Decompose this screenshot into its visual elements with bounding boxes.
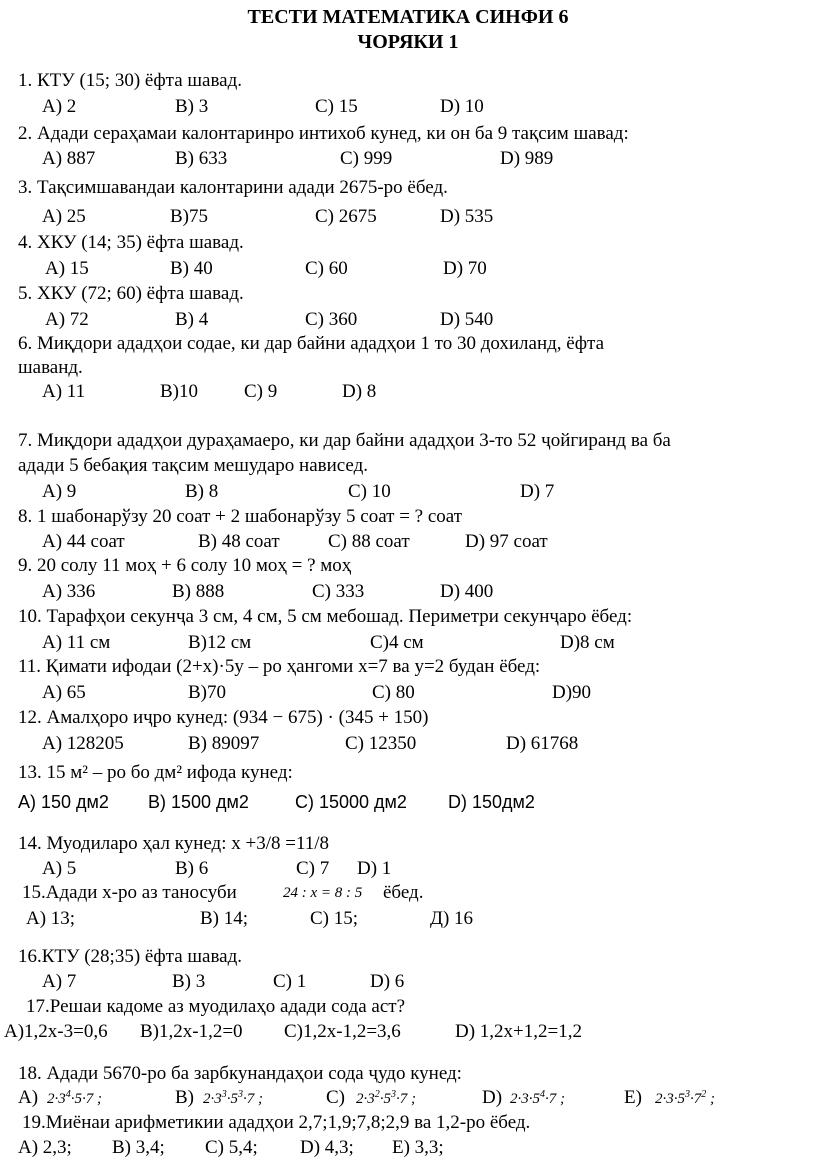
q17-option-b: B)1,2x-1,2=0 [140,1021,243,1042]
q15-option-a: A) 13; [26,908,76,929]
q6-option-b: B)10 [160,381,198,402]
q19-option-b: B) 3,4; [112,1137,165,1158]
q15-option-d: Д) 16 [430,908,474,929]
page-subtitle: ЧОРЯКИ 1 [357,31,459,53]
question-15: 15.Адади x-ро аз таносуби [22,882,237,903]
q18-option-b: B) [175,1087,194,1108]
q14-option-d: D) 1 [357,858,392,879]
q5-option-d: D) 540 [440,309,494,330]
q16-option-a: A) 7 [42,971,77,992]
q18-formula-d: $2\cdot 3\cdot 5^4\cdot 7$ ; [510,1089,565,1107]
question-14: 14. Муодиларо ҳал кунед: x +3/8 =11/8 [18,833,330,854]
q3-option-b: B)75 [170,206,208,227]
q9-option-b: B) 888 [172,581,225,602]
q3-option-a: A) 25 [42,206,86,227]
q16-option-c: C) 1 [273,971,307,992]
q18-formula-b: $2\cdot 3^3\cdot 5^3\cdot 7$ ; [203,1089,263,1107]
q11-option-d: D)90 [552,682,592,703]
q11-option-b: B)70 [188,682,226,703]
q7-option-b: B) 8 [185,481,219,502]
q10-option-d: D)8 см [560,632,615,653]
q10-option-a: A) 11 см [42,632,111,653]
question-11: 11. Қимати ифодаи (2+x)·5y – ро ҳангоми x=7 ва y=2 будан ёбед: [18,656,541,677]
q1-option-c: C) 15 [315,96,358,117]
q9-option-a: A) 336 [42,581,96,602]
q4-option-d: D) 70 [443,258,487,279]
q8-option-d: D) 97 соат [465,531,548,552]
q19-option-a: A) 2,3; [18,1137,72,1158]
question-7: 7. Миқдори ададҳои дураҳамаеро, ки дар байни ададҳои 3-то 52 ҷойгиранд ва ба [18,430,671,451]
q2-option-d: D) 989 [500,148,554,169]
question-8: 8. 1 шабонарўзу 20 соат + 2 шабонарўзу 5 соат = ? соат [18,506,463,527]
q14-option-a: A) 5 [42,858,77,879]
q2-option-a: A) 887 [42,148,96,169]
q13-option-a: A) 150 дм2 [18,792,109,812]
q13-option-b: B) 1500 дм2 [148,792,249,812]
q12-option-a: A) 128205 [42,733,124,754]
page-title: ТЕСТИ МАТЕМАТИКА СИНФИ 6 [247,6,569,28]
q14-option-b: B) 6 [175,858,209,879]
question-4: 4. ХКУ (14; 35) ёфта шавад. [18,232,244,253]
q15-proportion-formula: 24 : x = 8 : 5 [283,885,363,901]
q18-formula-c: $2\cdot 3^2\cdot 5^3\cdot 7$ ; [356,1089,416,1107]
q1-option-b: B) 3 [175,96,209,117]
q5-option-b: B) 4 [175,309,209,330]
q11-option-c: C) 80 [372,682,415,703]
q3-option-d: D) 535 [440,206,494,227]
q14-option-c: C) 7 [296,858,330,879]
question-6: 6. Миқдори ададҳои содае, ки дар байни ададҳои 1 то 30 дохиланд, ёфта [18,333,605,354]
q2-option-c: C) 999 [340,148,393,169]
question-17: 17.Решаи кадоме аз муодилаҳо адади сода аст? [26,996,406,1017]
q18-option-d: D) [482,1087,503,1108]
q9-option-c: C) 333 [312,581,365,602]
q18-option-c: C) [326,1087,345,1108]
question-10: 10. Тарафҳои секунҷа 3 см, 4 см, 5 см мебошад. Периметри секунҷаро ёбед: [18,606,633,627]
question-12: 12. Амалҳоро иҷро кунед: (934 − 675) · (345 + 150) [18,707,429,728]
q7-option-c: C) 10 [348,481,391,502]
q4-option-a: A) 15 [45,258,89,279]
q19-option-c: C) 5,4; [205,1137,258,1158]
q17-option-c: C)1,2x-1,2=3,6 [284,1021,401,1042]
question-6-continued: шаванд. [18,357,83,378]
question-13: 13. 15 м² – ро бо дм² ифода кунед: [18,762,293,783]
question-9: 9. 20 солу 11 моҳ + 6 солу 10 моҳ = ? моҳ [18,555,352,576]
q11-option-a: A) 65 [42,682,86,703]
q19-option-d: D) 4,3; [300,1137,354,1158]
q6-option-a: A) 11 [42,381,86,402]
question-7-continued: адади 5 бебақия тақсим мешударо нависед. [18,455,369,476]
q13-option-d: D) 150дм2 [448,792,535,812]
q12-option-b: B) 89097 [188,733,260,754]
q17-option-a: A)1,2x-3=0,6 [4,1021,108,1042]
q7-option-a: A) 9 [42,481,77,502]
q1-option-a: A) 2 [42,96,77,117]
q15-option-b: B) 14; [200,908,249,929]
q18-option-a: A) [18,1087,39,1108]
question-15-suffix: ёбед. [383,882,424,903]
q17-option-d: D) 1,2x+1,2=1,2 [455,1021,582,1042]
question-16: 16.КТУ (28;35) ёфта шавад. [18,946,243,967]
q10-option-b: B)12 см [188,632,252,653]
q1-option-d: D) 10 [440,96,484,117]
question-19: 19.Миёнаи арифметикии ададҳои 2,7;1,9;7,8;2,9 ва 1,2-ро ёбед. [22,1112,531,1133]
q9-option-d: D) 400 [440,581,494,602]
q2-option-b: B) 633 [175,148,228,169]
q6-option-d: D) 8 [342,381,377,402]
q7-option-d: D) 7 [520,481,555,502]
q18-formula-a: $2\cdot 3^4\cdot 5\cdot 7$ ; [47,1089,102,1107]
q8-option-c: C) 88 соат [328,531,410,552]
q8-option-a: A) 44 соат [42,531,125,552]
q18-option-e: E) [624,1087,642,1108]
q12-option-c: C) 12350 [345,733,417,754]
q4-option-b: B) 40 [170,258,213,279]
q13-option-c: C) 15000 дм2 [295,792,407,812]
q5-option-c: C) 360 [305,309,358,330]
q3-option-c: C) 2675 [315,206,377,227]
q6-option-c: C) 9 [244,381,278,402]
q16-option-d: D) 6 [370,971,405,992]
question-18: 18. Адади 5670-ро ба зарбкунандаҳои сода ҷудо кунед: [18,1063,462,1084]
q16-option-b: B) 3 [172,971,206,992]
q4-option-c: C) 60 [305,258,348,279]
q5-option-a: A) 72 [45,309,89,330]
q10-option-c: C)4 см [370,632,424,653]
q8-option-b: B) 48 соат [198,531,280,552]
question-3: 3. Тақсимшавандаи калонтарини адади 2675-ро ёбед. [18,177,448,198]
question-1: 1. КТУ (15; 30) ёфта шавад. [18,70,243,91]
q18-formula-e: $2\cdot 3\cdot 5^3\cdot 7^2$ ; [655,1089,715,1107]
q12-option-d: D) 61768 [506,733,579,754]
question-5: 5. ХКУ (72; 60) ёфта шавад. [18,283,244,304]
q15-option-c: C) 15; [310,908,359,929]
question-2: 2. Адади сераҳамаи калонтаринро интихоб кунед, ки он ба 9 тақсим шавад: [18,123,629,144]
q19-option-e: E) 3,3; [392,1137,444,1158]
